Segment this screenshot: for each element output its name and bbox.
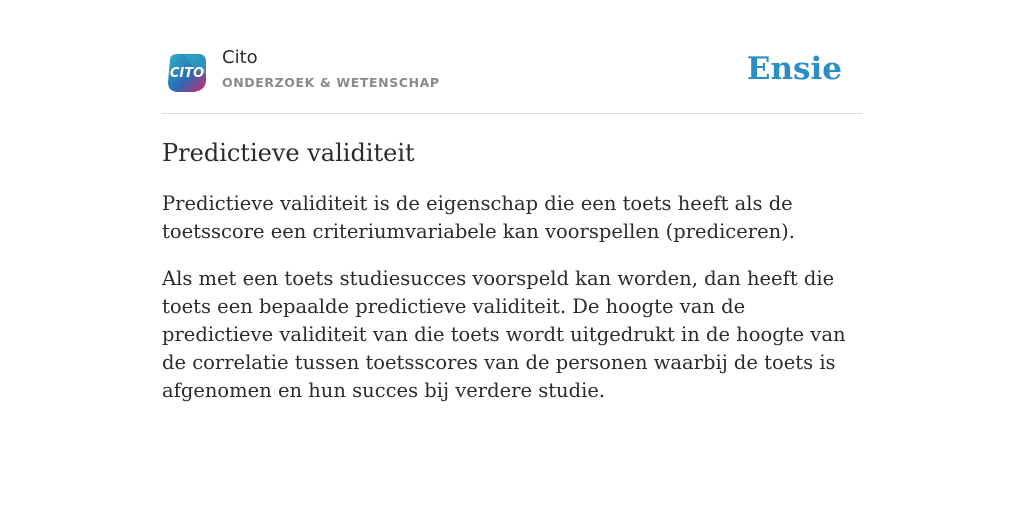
article-title: Predictieve validiteit	[162, 139, 415, 167]
cito-logo[interactable]	[164, 50, 208, 94]
article-paragraph: Als met een toets studiesucces voorspeld kan worden, dan heeft die toets een bepaalde predictieve validiteit. De hoogte van de predictieve validiteit van die toets wordt uitgedrukt in de hoogte van de correlatie tussen toetsscores van de personen waarbij de toets is afgenomen en hun succes bij verdere studie.	[162, 267, 846, 402]
page	[162, 0, 862, 512]
article-paragraph: Predictieve validiteit is de eigenschap die een toets heeft als de toetsscore een criteriumvariabele kan voorspellen (prediceren).	[162, 192, 795, 243]
cito-logo-icon	[164, 50, 208, 94]
brand-subtitle: ONDERZOEK & WETENSCHAP	[222, 75, 440, 90]
header	[162, 44, 862, 114]
cito-logo-text: CITO	[169, 66, 205, 81]
ensie-logo-link[interactable]: Ensie	[746, 51, 842, 87]
brand-name: Cito	[222, 47, 258, 68]
